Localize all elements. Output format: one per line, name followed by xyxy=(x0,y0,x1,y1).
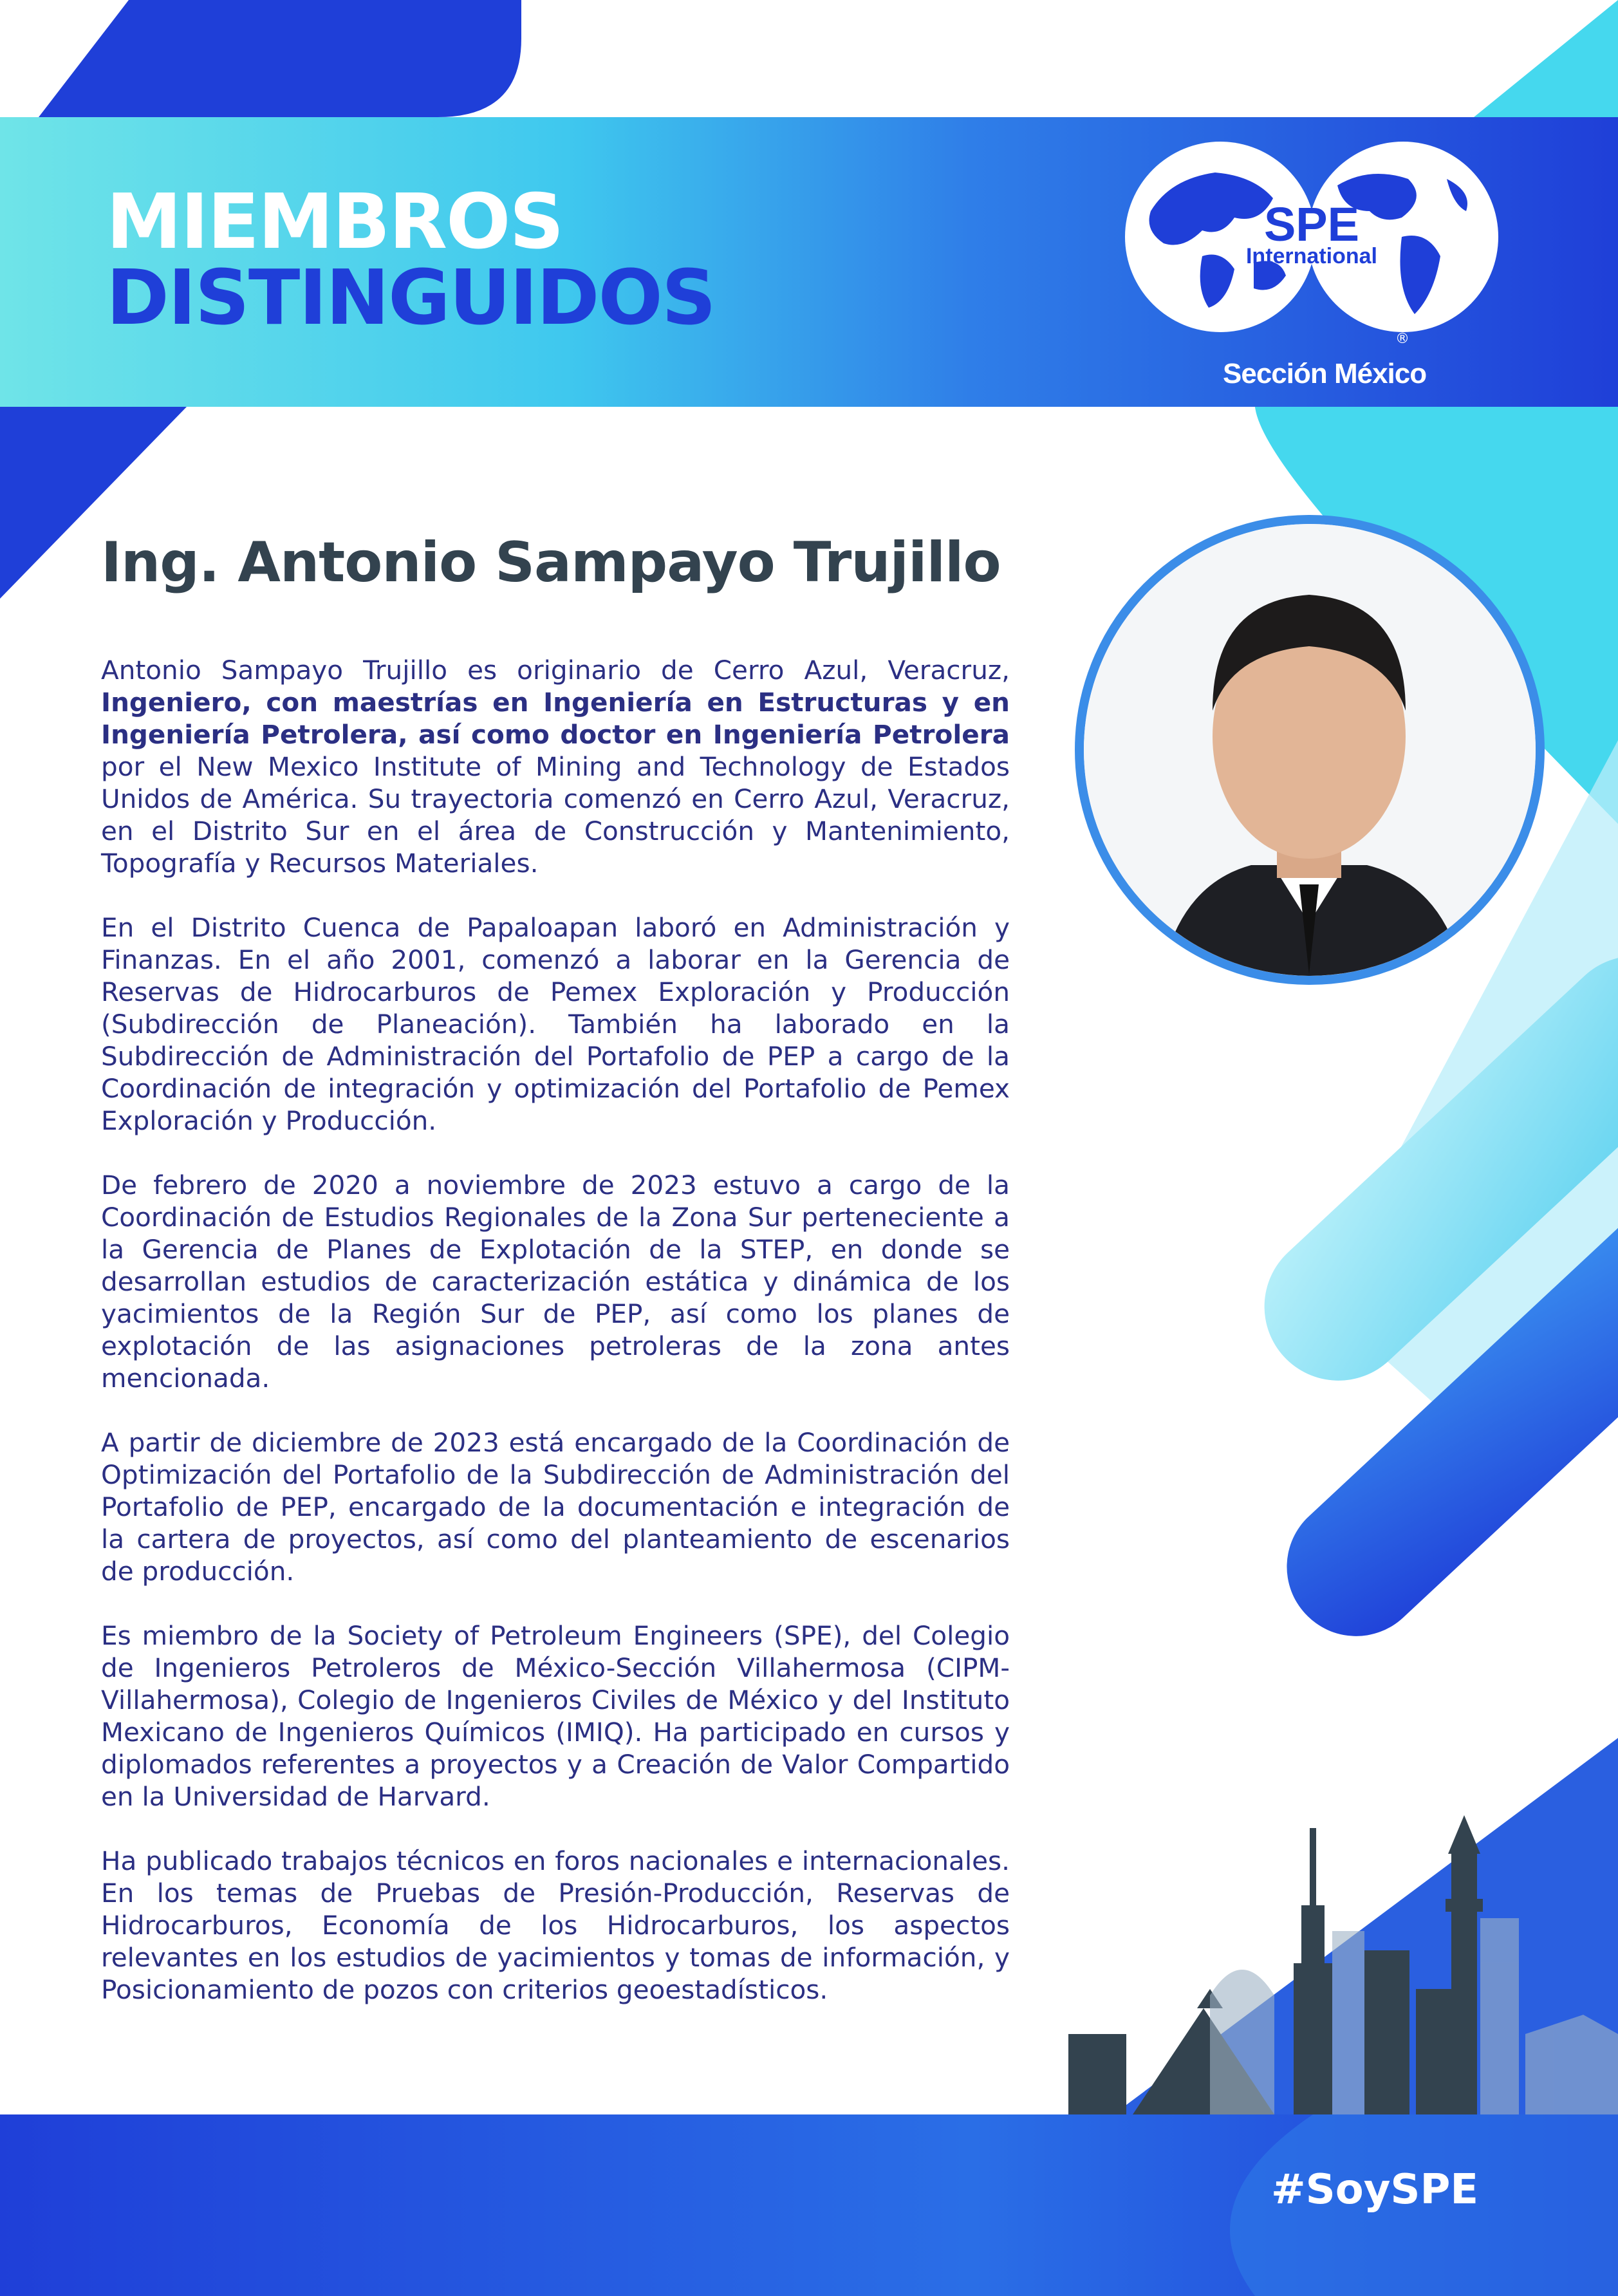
registered-mark: ® xyxy=(1395,331,1409,347)
logo-wordmark xyxy=(1236,198,1388,268)
member-photo xyxy=(1075,515,1545,985)
bio-paragraph-4: A partir de diciembre de 2023 está encargado de la Coordinación de Optimización del Portafolio de la Subdirección de Administración del Portafolio de PEP, encargado de la documentación e integración de la cartera de proyectos, así como del planteamiento de escenarios de producción. xyxy=(101,1427,1010,1587)
bio-p1-text-a: Antonio Sampayo Trujillo es originario de Cerro Azul, Veracruz, xyxy=(101,655,1010,686)
bio-paragraph-5: Es miembro de la Society of Petroleum Engineers (SPE), del Colegio de Ingenieros Petroleros de México-Sección Villahermosa (CIPM-Villahermosa), Colegio de Ingenieros Civiles de México y del Instituto Mexicano de Ingenieros Químicos (IMIQ). Ha participado en cursos y diplomados referentes a proyectos y a Creación de Valor Compartido en la Universidad de Harvard. xyxy=(101,1620,1010,1812)
logo-section-label: Sección México xyxy=(1223,358,1427,389)
bio-paragraph-1 xyxy=(101,654,1010,879)
bio-paragraph-3: De febrero de 2020 a noviembre de 2023 estuvo a cargo de la Coordinación de Estudios Regionales de la Zona Sur perteneciente a la Gerencia de Planes de Explotación de la STEP, en donde se desarrollan estudios de caracterización estática y dinámica de los yacimientos de la Región Sur de PEP, así como los planes de explotación de las asignaciones petroleras de la zona antes mencionada. xyxy=(101,1170,1010,1394)
title-line-2: DISTINGUIDOS xyxy=(106,253,715,342)
member-bio xyxy=(101,654,1010,2038)
member-name: Ing. Antonio Sampayo Trujillo xyxy=(101,530,1001,595)
logo-sub: International xyxy=(1245,243,1378,268)
bio-paragraph-2: En el Distrito Cuenca de Papaloapan laboró en Administración y Finanzas. En el año 2001, comenzó a laborar en la Gerencia de Reservas de Hidrocarburos de Pemex Exploración y Producción (Subdirección de Planeación). También ha laborado en la Subdirección de Administración del Portafolio de PEP a cargo de la Coordinación de integración y optimización del Portafolio de Pemex Exploración y Producción. xyxy=(101,912,1010,1136)
bio-paragraph-6: Ha publicado trabajos técnicos en foros nacionales e internacionales. En los temas de Pruebas de Presión-Producción, Reservas de Hidrocarburos, Economía de los Hidrocarburos, los aspectos relevantes en los estudios de yacimientos y tomas de información, y Posicionamiento de pozos con criterios geoestadísticos. xyxy=(101,1845,1010,2005)
bio-p1-bold: Ingeniero, con maestrías en Ingeniería en Estructuras y en Ingeniería Petrolera, así como doctor en Ingeniería Petrolera xyxy=(101,687,1010,750)
top-right-accent xyxy=(1474,0,1618,117)
title-line-1: MIEMBROS xyxy=(106,177,563,266)
header-title xyxy=(106,177,715,342)
logo-brand: SPE xyxy=(1263,198,1360,251)
footer-hashtag: #SoySPE xyxy=(1271,2166,1479,2214)
bio-p1-text-c: por el New Mexico Institute of Mining and Technology de Estados Unidos de América. Su trayectoria comenzó en Cerro Azul, Veracruz, en el Distrito Sur en el área de Construcción y Mantenimiento, Topografía y Recursos Materiales. xyxy=(101,751,1010,879)
top-left-tab xyxy=(39,0,521,117)
portrait-icon xyxy=(1084,524,1536,976)
